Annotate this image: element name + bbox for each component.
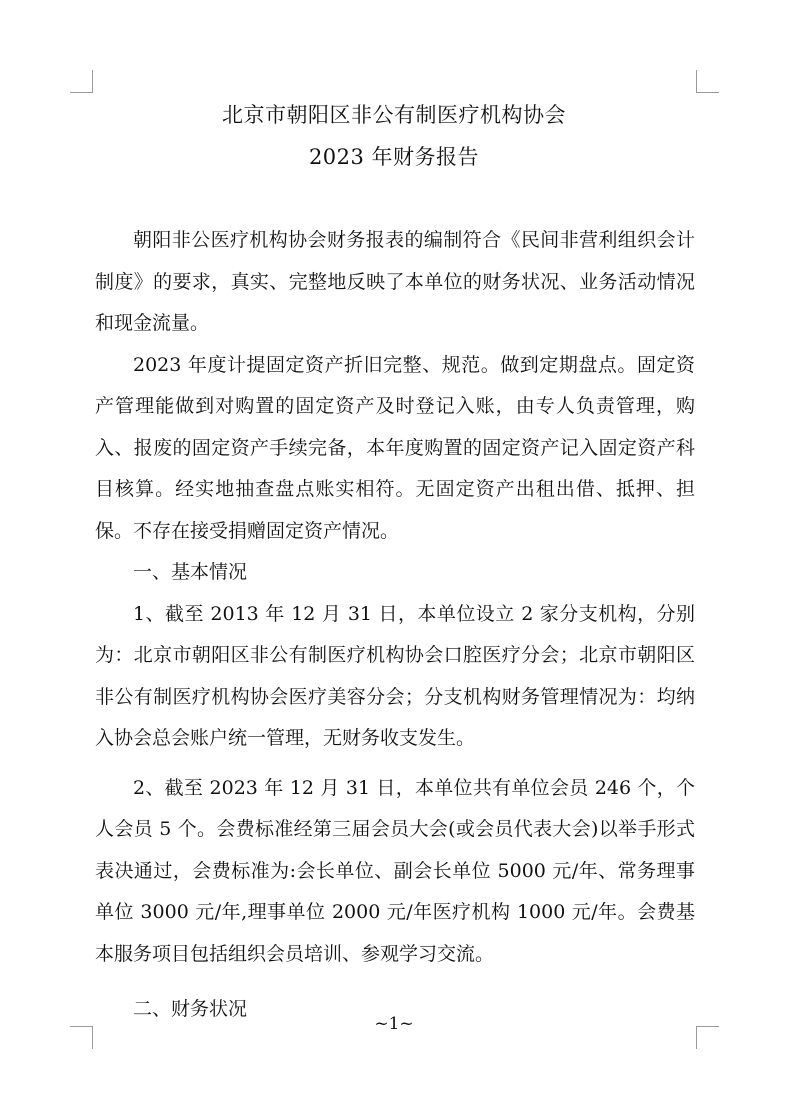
crop-mark-top-left [70, 70, 93, 93]
paragraph-compliance: 朝阳非公医疗机构协会财务报表的编制符合《民间非营利组织会计制度》的要求，真实、完整地反映了本单位的财务状况、业务活动情况和现金流量。 [95, 229, 695, 334]
crop-mark-top-right [696, 70, 719, 93]
section-heading-basic-info: 一、基本情况 [133, 561, 248, 583]
document-title: 北京市朝阳区非公有制医疗机构协会 [222, 103, 566, 127]
paragraph-fixed-assets: 2023 年度计提固定资产折旧完整、规范。做到定期盘点。固定资产管理能做到对购置的固定资产及时登记入账，由专人负责管理，购入、报废的固定资产手续完备，本年度购置的固定资产记入固定资产科目核算。经实地抽查盘点账实相符。无固定资产出租出借、抵押、担保。不存在接受捐赠固定资产情况。 [95, 353, 695, 542]
section-heading-financial-status: 二、财务状况 [133, 998, 248, 1020]
paragraph-branches: 1、截至 2013 年 12 月 31 日，本单位设立 2 家分支机构，分别为：北京市朝阳区非公有制医疗机构协会口腔医疗分会；北京市朝阳区非公有制医疗机构协会医疗美容分会；分支机构财务管理情况为：均纳入协会总会账户统一管理，无财务收支发生。 [95, 602, 695, 749]
document-body [95, 220, 695, 1031]
paragraph-members: 2、截至 2023 年 12 月 31 日，本单位共有单位会员 246 个，个人会员 5 个。会费标准经第三届会员大会(或会员代表大会)以举手形式表决通过，会费标准为:会长单位、副会长单位 5000 元/年、常务理事单位 3000 元/年,理事单位 2000 元/年医疗机构 1000 元/年。会费基本服务项目包括组织会员培训、参观学习交流。 [95, 776, 695, 965]
page-number: ~1~ [374, 1014, 414, 1034]
document-subtitle: 2023 年财务报告 [308, 145, 480, 169]
